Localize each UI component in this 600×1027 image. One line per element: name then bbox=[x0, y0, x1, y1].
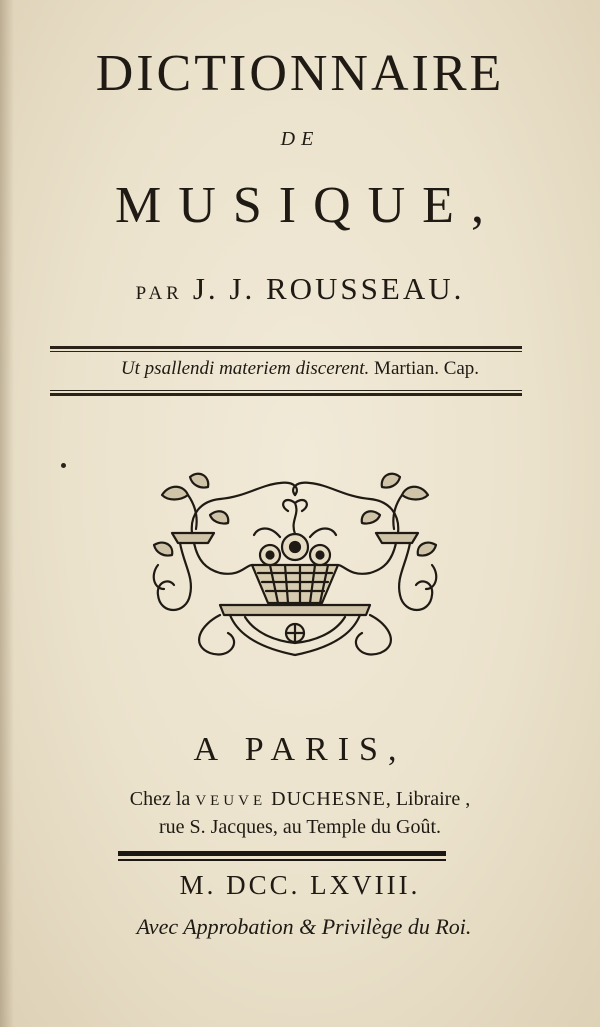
publication-date: M. DCC. LXVIII. bbox=[179, 870, 421, 900]
epigraph-rule-bottom-thin bbox=[50, 390, 522, 391]
date-rule-thin bbox=[118, 859, 446, 861]
imprint-publisher-line bbox=[0, 785, 600, 815]
royal-privilege: Avec Approbation & Privilège du Roi. bbox=[136, 914, 472, 939]
imprint-address-line: rue S. Jacques, au Temple du Goût. bbox=[158, 816, 442, 838]
page-title: DICTIONNAIRE bbox=[95, 45, 505, 102]
author-line bbox=[0, 270, 600, 313]
date-rule-thick bbox=[118, 851, 446, 856]
epigraph-quote: Ut psallendi materiem discerent. bbox=[120, 358, 370, 379]
imprint-place: A PARIS, bbox=[193, 731, 407, 768]
imprint-veuve: VEUVE bbox=[195, 793, 267, 809]
floral-basket-vignette-icon bbox=[150, 465, 440, 665]
epigraph-rule-top-thin bbox=[50, 351, 522, 352]
epigraph-rule-top bbox=[50, 346, 522, 349]
title-subject: MUSIQUE, bbox=[115, 177, 501, 234]
epigraph bbox=[0, 354, 600, 384]
imprint-prefix: Chez la bbox=[129, 788, 191, 810]
epigraph-rule-bottom bbox=[50, 393, 522, 396]
title-connector: DE bbox=[280, 128, 320, 150]
author-name: J. J. ROUSSEAU. bbox=[192, 271, 465, 306]
imprint-publisher-name: DUCHESNE bbox=[271, 788, 386, 810]
author-prefix: PAR bbox=[135, 283, 183, 304]
epigraph-source: Martian. Cap. bbox=[374, 358, 480, 379]
imprint-suffix: , Libraire , bbox=[385, 788, 471, 810]
ink-dot bbox=[61, 463, 66, 468]
